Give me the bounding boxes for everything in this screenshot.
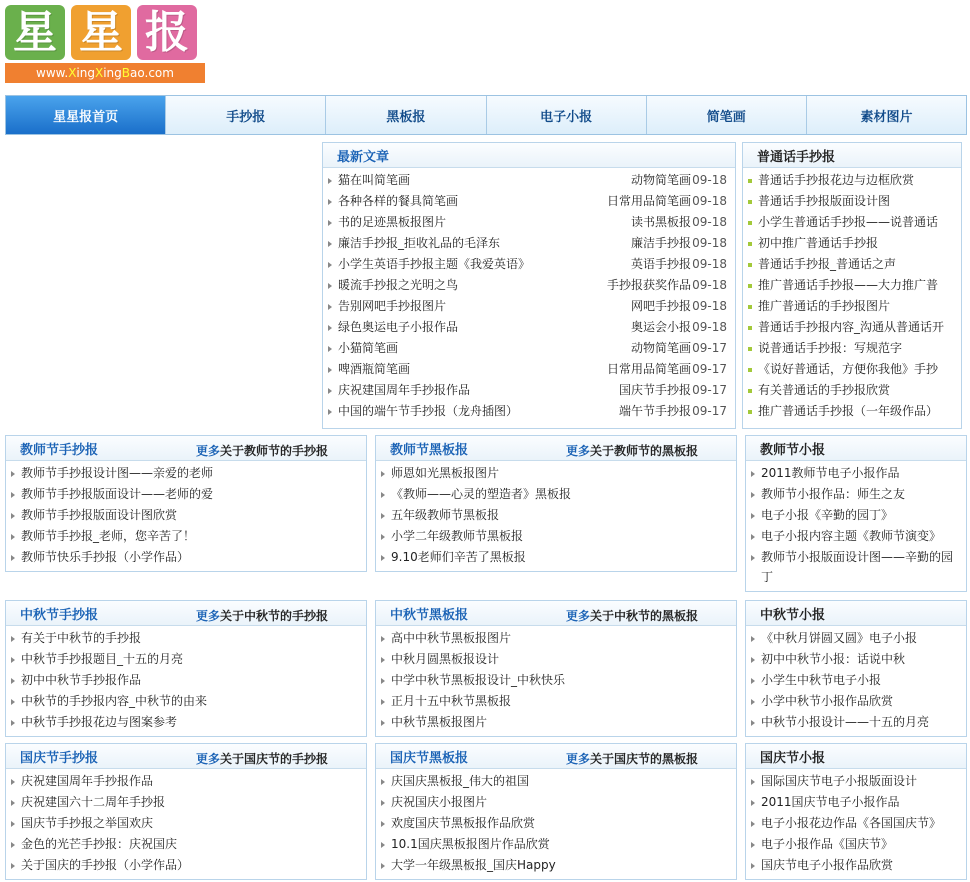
list-item[interactable]: 《说好普通话，方便你我他》手抄 xyxy=(743,359,961,380)
list-item[interactable]: 普通话手抄报_普通话之声 xyxy=(743,254,961,275)
list-item[interactable] xyxy=(323,233,735,254)
teacher-hb-list xyxy=(376,461,736,568)
list-item[interactable]: 教师节小报作品：师生之友 xyxy=(746,484,966,505)
article-date: 09-18 xyxy=(692,173,727,187)
more-word: 更多 xyxy=(565,752,590,766)
logo-char-3: 报 xyxy=(137,5,197,60)
midautumn-hb-header xyxy=(376,601,736,626)
list-item[interactable]: 《教师——心灵的塑造者》黑板报 xyxy=(376,484,736,505)
article-title[interactable]: 暖流手抄报之光明之鸟 xyxy=(338,278,459,292)
article-date: 09-18 xyxy=(692,257,727,271)
list-item[interactable]: 9.10老师们辛苦了黑板报 xyxy=(376,547,736,568)
list-item[interactable]: 中秋节黑板报图片 xyxy=(376,712,736,733)
list-item[interactable]: 中秋节手抄报花边与图案参考 xyxy=(6,712,366,733)
logo-url: www. X ing X ing B ao.com xyxy=(5,63,205,83)
list-item[interactable]: 教师节手抄报版面设计——老师的爱 xyxy=(6,484,366,505)
main-nav xyxy=(5,95,967,135)
midautumn-shouchaobao-panel xyxy=(5,600,367,737)
list-item[interactable]: 教师节手抄报设计图——亲爱的老师 xyxy=(6,463,366,484)
teacher-xb-header xyxy=(746,436,966,461)
teacher-heibanbao-panel xyxy=(375,435,737,572)
list-item[interactable]: 庆国庆黑板报_伟大的祖国 xyxy=(376,771,736,792)
national-sc-list xyxy=(6,769,366,876)
article-title[interactable]: 书的足迹黑板报图片 xyxy=(338,215,447,229)
national-hb-title[interactable]: 国庆节黑板报 xyxy=(390,750,469,766)
list-item[interactable] xyxy=(323,191,735,212)
site-logo[interactable] xyxy=(5,5,205,85)
list-item[interactable]: 电子小报花边作品《各国国庆节》 xyxy=(746,813,966,834)
national-hb-more-link[interactable] xyxy=(566,750,698,767)
list-item[interactable]: 电子小报《辛勤的园丁》 xyxy=(746,505,966,526)
list-item[interactable]: 电子小报作品《国庆节》 xyxy=(746,834,966,855)
list-item[interactable]: 推广普通话手抄报——大力推广普 xyxy=(743,275,961,296)
nav-shouchaobao[interactable]: 手抄报 xyxy=(165,96,325,134)
midautumn-sc-title[interactable]: 中秋节手抄报 xyxy=(20,607,99,623)
list-item[interactable]: 庆祝建国周年手抄报作品 xyxy=(6,771,366,792)
national-heibanbao-panel xyxy=(375,743,737,880)
list-item[interactable]: 初中中秋节小报：话说中秋 xyxy=(746,649,966,670)
list-item[interactable]: 有关于中秋节的手抄报 xyxy=(6,628,366,649)
list-item[interactable]: 庆祝国庆小报图片 xyxy=(376,792,736,813)
more-word: 更多 xyxy=(195,444,220,458)
article-category[interactable]: 读书黑板报 xyxy=(630,215,691,229)
nav-jianbihua[interactable]: 简笔画 xyxy=(646,96,806,134)
more-word: 更多 xyxy=(195,752,220,766)
more-text: 关于国庆节的手抄报 xyxy=(219,752,328,766)
article-category[interactable]: 廉洁手抄报 xyxy=(630,236,691,250)
latest-list xyxy=(323,168,735,422)
list-item[interactable]: 师恩如光黑板报图片 xyxy=(376,463,736,484)
article-category[interactable]: 端午节手抄报 xyxy=(618,404,691,418)
more-text: 关于中秋节的黑板报 xyxy=(589,609,698,623)
list-item[interactable]: 推广普通话手抄报（一年级作品） xyxy=(743,401,961,422)
list-item[interactable]: 中学中秋节黑板报设计_中秋快乐 xyxy=(376,670,736,691)
article-date: 09-18 xyxy=(692,320,727,334)
list-item[interactable]: 中秋月圆黑板报设计 xyxy=(376,649,736,670)
list-item[interactable] xyxy=(323,338,735,359)
national-xiaobao-panel xyxy=(745,743,967,880)
midautumn-sc-list xyxy=(6,626,366,733)
putonghua-title[interactable]: 普通话手抄报 xyxy=(757,149,836,165)
midautumn-xiaobao-panel xyxy=(745,600,967,737)
article-title[interactable]: 廉洁手抄报_拒收礼品的毛泽东 xyxy=(338,236,501,250)
midautumn-hb-list xyxy=(376,626,736,733)
article-title[interactable]: 各种各样的餐具简笔画 xyxy=(338,194,459,208)
logo-char-2: 星 xyxy=(71,5,131,60)
teacher-xb-list xyxy=(746,461,966,587)
teacher-hb-more-link[interactable] xyxy=(566,442,698,459)
nav-dianzixiaobao[interactable]: 电子小报 xyxy=(486,96,646,134)
nav-home[interactable]: 星星报首页 xyxy=(6,96,165,134)
list-item[interactable]: 中秋节的手抄报内容_中秋节的由来 xyxy=(6,691,366,712)
list-item[interactable] xyxy=(323,275,735,296)
list-item[interactable]: 庆祝建国六十二周年手抄报 xyxy=(6,792,366,813)
list-item[interactable]: 小学生普通话手抄报——说普通话 xyxy=(743,212,961,233)
national-xb-title[interactable]: 国庆节小报 xyxy=(760,750,826,766)
article-title[interactable]: 中国的端午节手抄报（龙舟插图） xyxy=(338,404,519,418)
list-item[interactable]: 普通话手抄报花边与边框欣赏 xyxy=(743,170,961,191)
list-item[interactable] xyxy=(323,296,735,317)
list-item[interactable]: 推广普通话的手抄报图片 xyxy=(743,296,961,317)
more-word: 更多 xyxy=(195,609,220,623)
list-item[interactable]: 金色的光芒手抄报：庆祝国庆 xyxy=(6,834,366,855)
midautumn-heibanbao-panel xyxy=(375,600,737,737)
teacher-sc-header xyxy=(6,436,366,461)
list-item[interactable]: 小学中秋节小报作品欣赏 xyxy=(746,691,966,712)
article-date: 09-18 xyxy=(692,299,727,313)
article-category[interactable]: 日常用品简笔画 xyxy=(606,362,691,376)
article-title[interactable]: 小学生英语手抄报主题《我爱英语》 xyxy=(338,257,531,271)
more-word: 更多 xyxy=(565,609,590,623)
midautumn-hb-more-link[interactable] xyxy=(566,607,698,624)
list-item[interactable]: 教师节手抄报版面设计图欣赏 xyxy=(6,505,366,526)
list-item[interactable] xyxy=(323,380,735,401)
list-item[interactable]: 《中秋月饼圆又圆》电子小报 xyxy=(746,628,966,649)
more-word: 更多 xyxy=(565,444,590,458)
article-title[interactable]: 告别网吧手抄报图片 xyxy=(338,299,447,313)
article-category[interactable]: 奥运会小报 xyxy=(630,320,691,334)
list-item[interactable]: 五年级教师节黑板报 xyxy=(376,505,736,526)
article-date: 09-17 xyxy=(692,362,727,376)
list-item[interactable]: 关于国庆的手抄报（小学作品） xyxy=(6,855,366,876)
list-item[interactable] xyxy=(323,170,735,191)
article-date: 09-18 xyxy=(692,236,727,250)
article-category[interactable]: 日常用品简笔画 xyxy=(606,194,691,208)
list-item[interactable]: 普通话手抄报内容_沟通从普通话开 xyxy=(743,317,961,338)
article-category[interactable]: 网吧手抄报 xyxy=(630,299,691,313)
list-item[interactable] xyxy=(323,317,735,338)
teacher-hb-title[interactable]: 教师节黑板报 xyxy=(390,442,469,458)
list-item[interactable]: 教师节快乐手抄报（小学作品） xyxy=(6,547,366,568)
article-category[interactable]: 动物简笔画 xyxy=(630,341,691,355)
midautumn-sc-more-link[interactable] xyxy=(196,607,328,624)
list-item[interactable]: 2011教师节电子小报作品 xyxy=(746,463,966,484)
list-item[interactable]: 2011国庆节电子小报作品 xyxy=(746,792,966,813)
national-xb-header xyxy=(746,744,966,769)
list-item[interactable]: 10.1国庆黑板报图片作品欣赏 xyxy=(376,834,736,855)
list-item[interactable]: 高中中秋节黑板报图片 xyxy=(376,628,736,649)
list-item[interactable]: 普通话手抄报版面设计图 xyxy=(743,191,961,212)
list-item[interactable]: 欢度国庆节黑板报作品欣赏 xyxy=(376,813,736,834)
latest-header xyxy=(323,143,735,168)
article-title[interactable]: 猫在叫简笔画 xyxy=(338,173,411,187)
list-item[interactable]: 有关普通话的手抄报欣赏 xyxy=(743,380,961,401)
putonghua-list xyxy=(743,168,961,422)
more-text: 关于国庆节的黑板报 xyxy=(589,752,698,766)
article-title[interactable]: 小猫简笔画 xyxy=(338,341,399,355)
putonghua-panel xyxy=(742,142,962,429)
national-hb-header xyxy=(376,744,736,769)
list-item[interactable]: 小学二年级教师节黑板报 xyxy=(376,526,736,547)
article-category[interactable]: 动物简笔画 xyxy=(630,173,691,187)
article-title[interactable]: 绿色奥运电子小报作品 xyxy=(338,320,459,334)
logo-char-1: 星 xyxy=(5,5,65,60)
national-shouchaobao-panel xyxy=(5,743,367,880)
more-text: 关于教师节的手抄报 xyxy=(219,444,328,458)
list-item[interactable]: 国际国庆节电子小报版面设计 xyxy=(746,771,966,792)
article-date: 09-17 xyxy=(692,383,727,397)
list-item[interactable]: 正月十五中秋节黑板报 xyxy=(376,691,736,712)
midautumn-xb-header xyxy=(746,601,966,626)
national-hb-list xyxy=(376,769,736,876)
latest-articles-panel xyxy=(322,142,736,429)
teacher-xb-title[interactable]: 教师节小报 xyxy=(760,442,826,458)
list-item[interactable]: 中秋节小报设计——十五的月亮 xyxy=(746,712,966,733)
article-date: 09-17 xyxy=(692,341,727,355)
midautumn-xb-list xyxy=(746,626,966,733)
nav-sucai[interactable]: 素材图片 xyxy=(806,96,966,134)
midautumn-sc-header xyxy=(6,601,366,626)
latest-title[interactable]: 最新文章 xyxy=(337,149,390,165)
putonghua-header xyxy=(743,143,961,168)
midautumn-xb-title[interactable]: 中秋节小报 xyxy=(760,607,826,623)
list-item[interactable]: 电子小报内容主题《教师节演变》 xyxy=(746,526,966,547)
national-sc-more-link[interactable] xyxy=(196,750,328,767)
national-xb-list xyxy=(746,769,966,876)
list-item[interactable]: 初中推广普通话手抄报 xyxy=(743,233,961,254)
article-title[interactable]: 啤酒瓶简笔画 xyxy=(338,362,411,376)
list-item[interactable] xyxy=(323,359,735,380)
list-item[interactable]: 小学生中秋节电子小报 xyxy=(746,670,966,691)
list-item[interactable]: 初中中秋节手抄报作品 xyxy=(6,670,366,691)
list-item[interactable]: 说普通话手抄报：写规范字 xyxy=(743,338,961,359)
more-text: 关于中秋节的手抄报 xyxy=(219,609,328,623)
midautumn-hb-title[interactable]: 中秋节黑板报 xyxy=(390,607,469,623)
more-text: 关于教师节的黑板报 xyxy=(589,444,698,458)
article-category[interactable]: 英语手抄报 xyxy=(630,257,691,271)
list-item[interactable]: 大学一年级黑板报_国庆Happy xyxy=(376,855,736,876)
teacher-xiaobao-panel xyxy=(745,435,967,592)
national-sc-header xyxy=(6,744,366,769)
list-item[interactable]: 教师节手抄报_老师，您辛苦了！ xyxy=(6,526,366,547)
national-sc-title[interactable]: 国庆节手抄报 xyxy=(20,750,99,766)
list-item[interactable]: 中秋节手抄报题目_十五的月亮 xyxy=(6,649,366,670)
article-date: 09-17 xyxy=(692,404,727,418)
list-item[interactable]: 国庆节手抄报之举国欢庆 xyxy=(6,813,366,834)
article-date: 09-18 xyxy=(692,194,727,208)
list-item[interactable]: 国庆节电子小报作品欣赏 xyxy=(746,855,966,876)
article-date: 09-18 xyxy=(692,215,727,229)
article-category[interactable]: 手抄报获奖作品 xyxy=(606,278,691,292)
teacher-shouchaobao-panel xyxy=(5,435,367,572)
article-date: 09-18 xyxy=(692,278,727,292)
list-item[interactable] xyxy=(323,401,735,422)
list-item[interactable] xyxy=(323,254,735,275)
list-item[interactable] xyxy=(323,212,735,233)
teacher-sc-list xyxy=(6,461,366,568)
teacher-sc-more-link[interactable] xyxy=(196,442,328,459)
article-title[interactable]: 庆祝建国周年手抄报作品 xyxy=(338,383,471,397)
teacher-sc-title[interactable]: 教师节手抄报 xyxy=(20,442,99,458)
nav-heibanbao[interactable]: 黑板报 xyxy=(325,96,485,134)
list-item[interactable]: 教师节小报版面设计图——辛勤的园丁 xyxy=(746,547,966,587)
teacher-hb-header xyxy=(376,436,736,461)
article-category[interactable]: 国庆节手抄报 xyxy=(618,383,691,397)
